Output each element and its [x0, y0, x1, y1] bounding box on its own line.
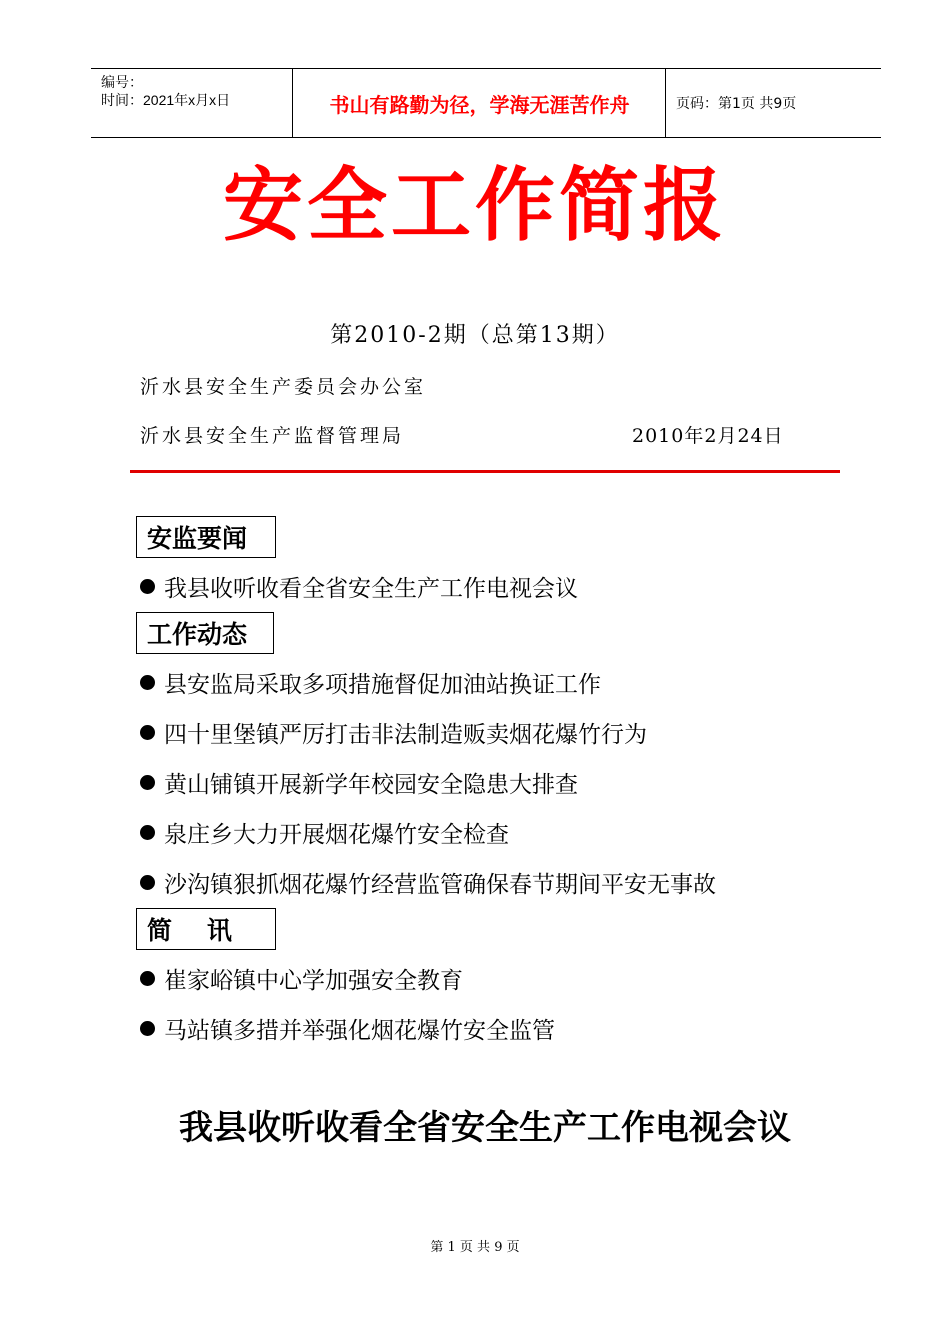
list-item-text: 四十里堡镇严厉打击非法制造贩卖烟花爆竹行为 [164, 722, 647, 748]
motto: 书山有路勤为径，学海无涯苦作舟 [329, 92, 630, 117]
bullet-icon [140, 971, 155, 986]
bullet-icon [140, 875, 155, 890]
page-info: 页码：第1页 共9页 [676, 96, 797, 112]
section-header: 简 讯 [136, 908, 276, 950]
list-item [140, 962, 463, 995]
list-item [140, 766, 578, 799]
issue-date: 2010年2月24日 [632, 425, 784, 447]
list-item [140, 716, 647, 749]
issue-number: 第2010-2期（总第13期） [330, 323, 620, 348]
list-item [140, 666, 601, 699]
list-item-text: 沙沟镇狠抓烟花爆竹经营监管确保春节期间平安无事故 [164, 872, 716, 898]
section-header: 安监要闻 [136, 516, 276, 558]
page-footer: 第 1 页 共 9 页 [430, 1240, 520, 1255]
list-item [140, 1012, 555, 1045]
bullet-icon [140, 579, 155, 594]
bullet-icon [140, 675, 155, 690]
list-item-text: 泉庄乡大力开展烟花爆竹安全检查 [164, 822, 509, 848]
list-item [140, 570, 578, 603]
document-title: 安全工作简报 [223, 158, 727, 252]
list-item-text: 马站镇多措并举强化烟花爆竹安全监管 [164, 1018, 555, 1044]
list-item-text: 县安监局采取多项措施督促加油站换证工作 [164, 672, 601, 698]
bullet-icon [140, 775, 155, 790]
bullet-icon [140, 825, 155, 840]
article-title: 我县收听收看全省安全生产工作电视会议 [179, 1108, 791, 1148]
list-item-text: 崔家峪镇中心学加强安全教育 [164, 968, 463, 994]
section-header: 工作动态 [136, 612, 274, 654]
header-table [91, 68, 881, 138]
list-item-text: 我县收听收看全省安全生产工作电视会议 [164, 576, 578, 602]
red-divider [130, 470, 840, 473]
org-bureau: 沂水县安全生产监督管理局 [140, 425, 405, 447]
bullet-icon [140, 725, 155, 740]
list-item [140, 866, 716, 899]
list-item [140, 816, 509, 849]
serial-label: 编号： [101, 74, 143, 90]
list-item-text: 黄山铺镇开展新学年校园安全隐患大排查 [164, 772, 578, 798]
header-meta [101, 73, 230, 109]
org-office: 沂水县安全生产委员会办公室 [140, 376, 427, 398]
bullet-icon [140, 1021, 155, 1036]
time-label: 时间：2021年x月x日 [101, 92, 231, 108]
